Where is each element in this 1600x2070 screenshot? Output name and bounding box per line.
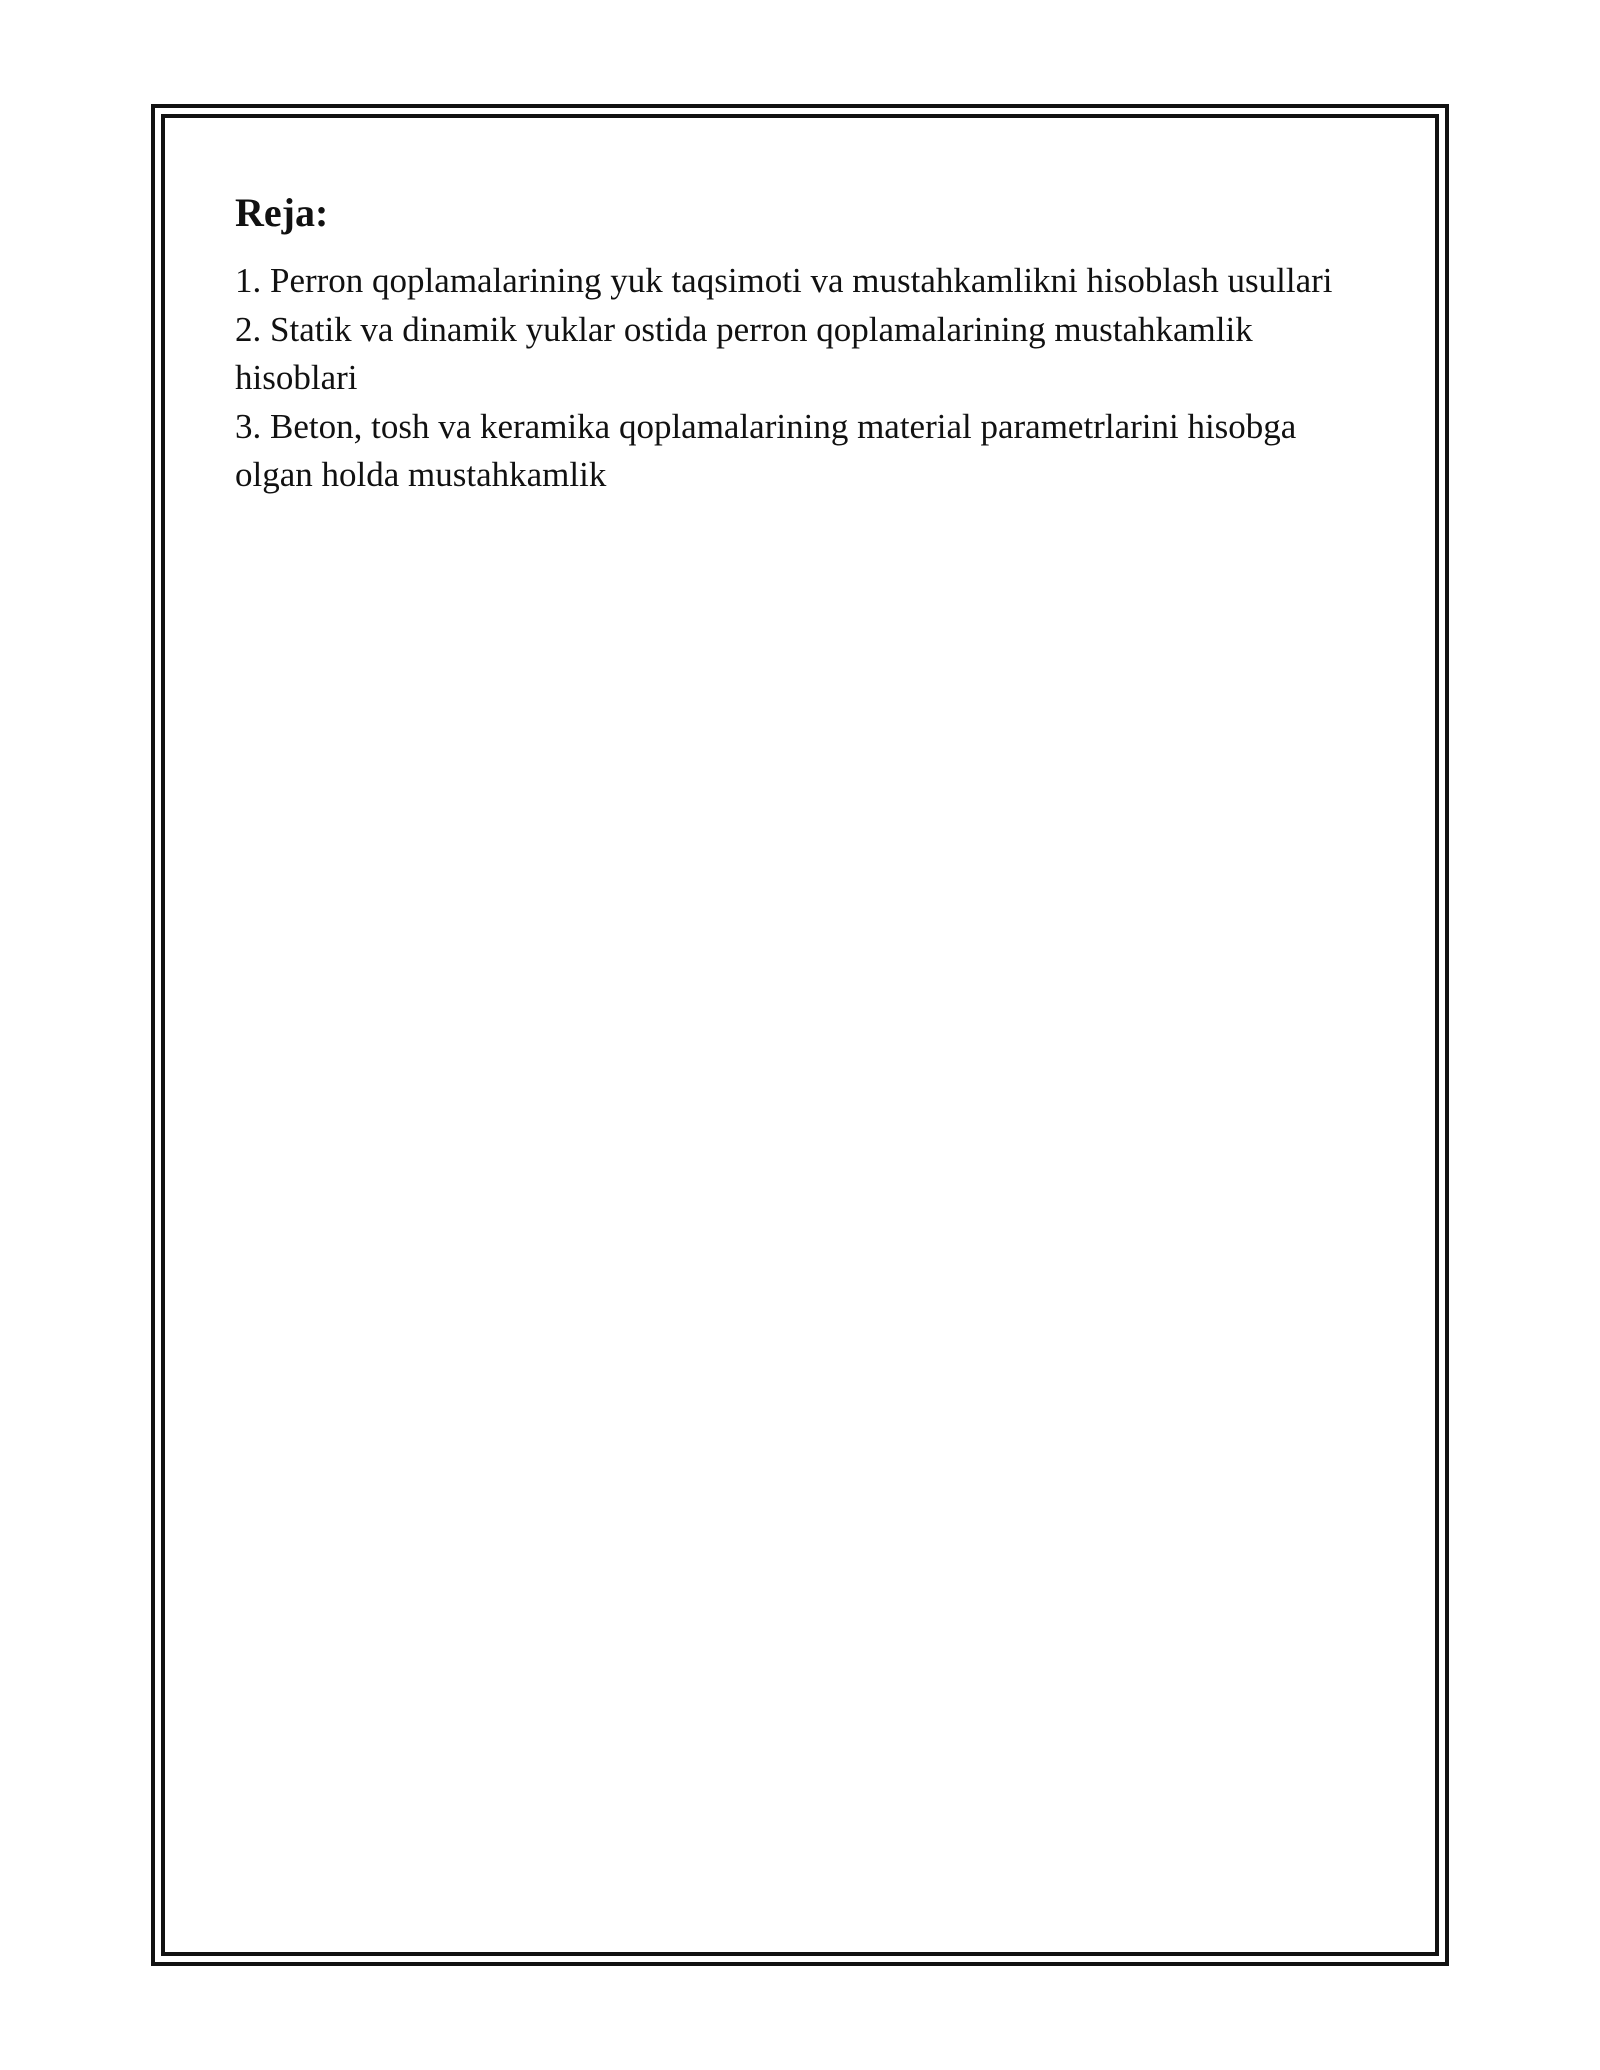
plan-item-1: 1. Perron qoplamalarining yuk taqsimoti va mustahkamlikni hisoblash usullari — [235, 261, 1333, 300]
plan-list — [235, 257, 1375, 500]
plan-heading: Reja: — [235, 190, 329, 235]
page-content — [235, 185, 1375, 500]
plan-item-3: 3. Beton, tosh va keramika qoplamalarining material parametrlarini hisobga olgan holda mustahkamlik — [235, 406, 1297, 494]
plan-item-2: 2. Statik va dinamik yuklar ostida perron qoplamalarining mustahkamlik hisoblari — [235, 309, 1253, 397]
